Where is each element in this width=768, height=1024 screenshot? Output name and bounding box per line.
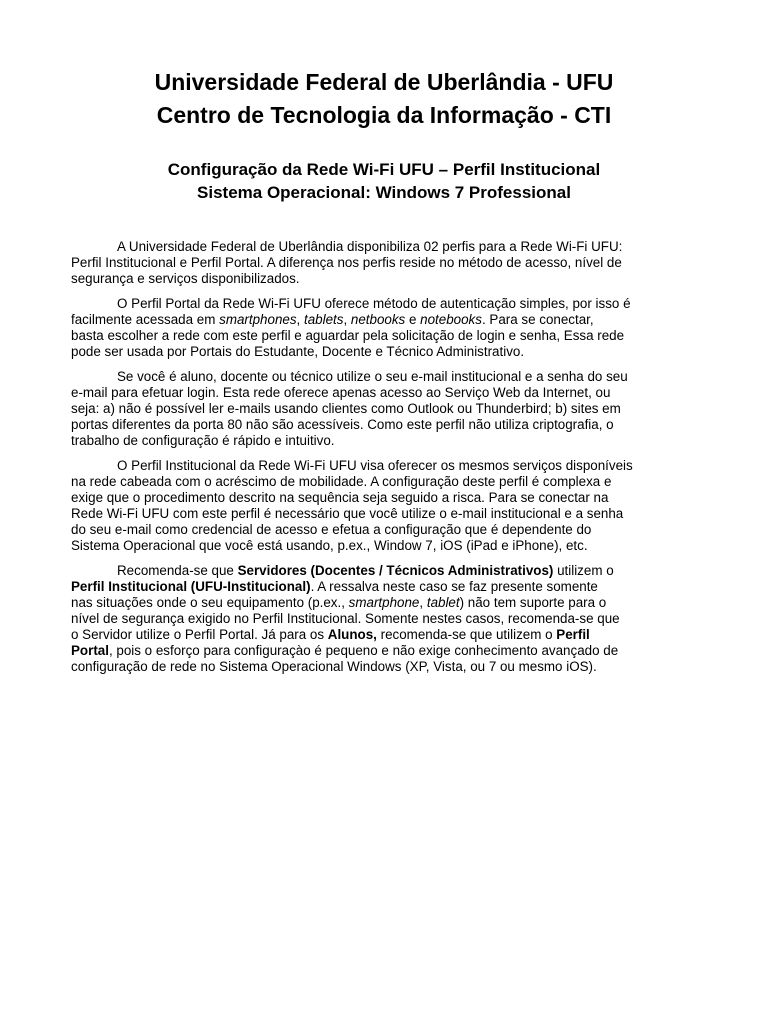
- p4-line-6: Sistema Operacional que você está usando, p.ex., Window 7, iOS (iPad e iPhone), etc.: [71, 538, 588, 553]
- paragraph-profiles-overview: [71, 239, 711, 287]
- title-department: Centro de Tecnologia da Informação - CTI: [156, 102, 612, 128]
- p4-line-1: O Perfil Institucional da Rede Wi-Fi UFU visa oferecer os mesmos serviços disponíveis: [117, 458, 633, 473]
- p2-line-1: O Perfil Portal da Rede Wi-Fi UFU oferece método de autenticação simples, por isso é: [117, 296, 631, 311]
- p5-line-1: Recomenda-se que Servidores (Docentes / Técnicos Administrativos) utilizem o: [117, 563, 614, 578]
- p3-line-4: portas diferentes da porta 80 não são acessíveis. Como este perfil não utiliza criptografia, o: [71, 417, 614, 432]
- title-university: Universidade Federal de Uberlândia - UFU: [154, 69, 614, 95]
- p1-line-3: segurança e serviços disponibilizados.: [71, 271, 300, 286]
- p5-line-4: nível de segurança exigido no Perfil Institucional. Somente nestes casos, recomenda-se que: [71, 611, 620, 626]
- p4-line-3: exige que o procedimento descrito na sequência seja seguido a risca. Para se conectar na: [71, 490, 609, 505]
- subtitle-network-profile: Configuração da Rede Wi-Fi UFU – Perfil Institucional: [167, 160, 601, 179]
- p4-line-4: Rede Wi-Fi UFU com este perfil é necessário que você utilize o e-mail institucional e a senha: [71, 506, 624, 521]
- p2-line-4: pode ser usada por Portais do Estudante, Docente e Técnico Administrativo.: [71, 344, 525, 359]
- p2-line-3: basta escolher a rede com este perfil e aguardar pela solicitação de login e senha, Essa rede: [71, 328, 625, 343]
- p2-line-2: facilmente acessada em smartphones, tablets, netbooks e notebooks. Para se conectar,: [71, 312, 594, 327]
- p3-line-1: Se você é aluno, docente ou técnico utilize o seu e-mail institucional e a senha do seu: [117, 369, 628, 384]
- paragraph-portal-profile: [71, 296, 711, 360]
- paragraph-portal-login: [71, 369, 711, 449]
- p5-line-7: configuração de rede no Sistema Operacional Windows (XP, Vista, ou 7 ou mesmo iOS).: [71, 659, 597, 674]
- paragraph-recommendation: [71, 563, 711, 675]
- p3-line-3: seja: a) não é possível ler e-mails usando clientes como Outlook ou Thunderbird; b) sites em: [71, 401, 621, 416]
- p3-line-5: trabalho de configuração é rápido e intuitivo.: [71, 433, 335, 448]
- p5-line-3: nas situações onde o seu equipamento (p.ex., smartphone, tablet) não tem suporte para o: [71, 595, 607, 610]
- paragraph-institutional-profile: [71, 458, 711, 554]
- document-body: [71, 239, 711, 684]
- p5-line-6: Portal, pois o esforço para configuraçào é pequeno e não exige conhecimento avançado de: [71, 643, 619, 658]
- p1-line-1: A Universidade Federal de Uberlândia disponibiliza 02 perfis para a Rede Wi-Fi UFU:: [117, 239, 623, 254]
- p4-line-2: na rede cabeada com o acréscimo de mobilidade. A configuração deste perfil é complexa e: [71, 474, 612, 489]
- p5-line-5: o Servidor utilize o Perfil Portal. Já para os Alunos, recomenda-se que utilizem o Perfil: [71, 627, 590, 642]
- document-title: [0, 66, 768, 132]
- document-subtitle: [0, 158, 768, 204]
- p5-line-2: Perfil Institucional (UFU-Institucional). A ressalva neste caso se faz presente somente: [71, 579, 598, 594]
- p3-line-2: e-mail para efetuar login. Esta rede oferece apenas acesso ao Serviço Web da Internet, ou: [71, 385, 611, 400]
- p4-line-5: do seu e-mail como credencial de acesso e efetua a configuração que é dependente do: [71, 522, 592, 537]
- subtitle-operating-system: Sistema Operacional: Windows 7 Professional: [197, 183, 571, 202]
- p1-line-2: Perfil Institucional e Perfil Portal. A diferença nos perfis reside no método de acesso, nível de: [71, 255, 622, 270]
